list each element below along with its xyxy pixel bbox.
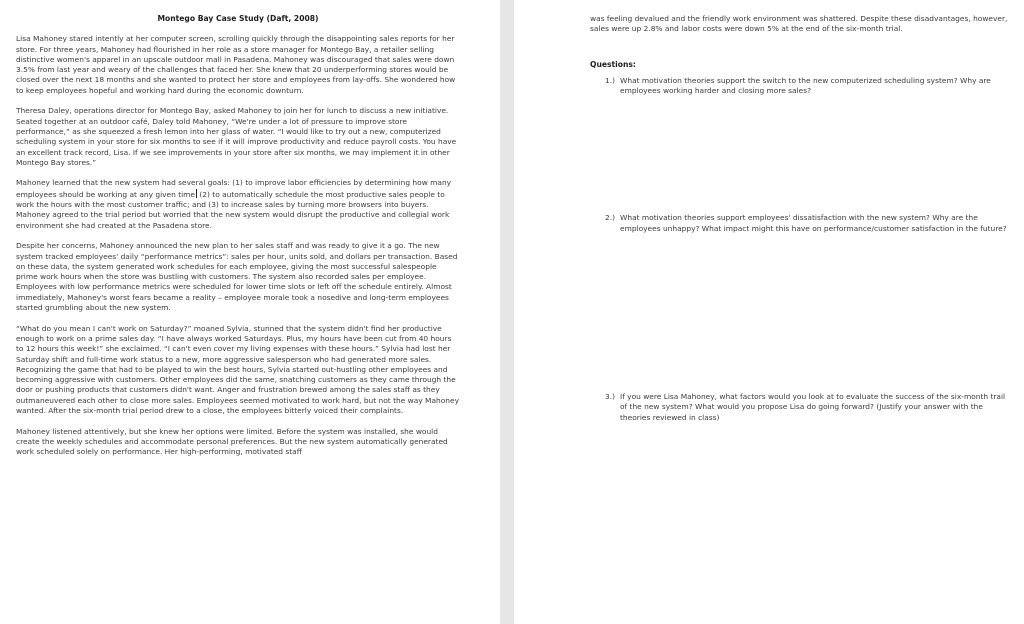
questions-heading: Questions: [590,59,636,69]
paragraph-2: Theresa Daley, operations director for Montego Bay, asked Mahoney to join her for lunch to discuss a new initiative. Seated together at an outdoor café, Daley told Mahoney, “We're under a lot of pressure to improve store performance,” as she squeezed a fresh lemon into her glass of water. “I would like to try out a new, computerized scheduling system in your store for six months to see if it will improve productivity and reduce payroll costs. You have an excellent track record, Lisa. If we see improvements in your store after six months, we may implement it in other Montego Bay stores.” [16,106,457,167]
question-2 [590,213,1012,234]
continuation-paragraph: was feeling devalued and the friendly work environment was shattered. Despite these disadvantages, however, sales were up 2.8% and labor costs were down 5% at the end of the six-month trial. [590,14,1008,34]
question-number: 1.) [605,75,615,85]
page-right [514,0,1024,624]
paragraph-1: Lisa Mahoney stared intently at her computer screen, scrolling quickly through the disappointing sales reports for her store. For three years, Mahoney had flourished in her role as a store manager for Montego Bay, a retailer selling distinctive women's apparel in an upscale outdoor mall in Pasadena. Mahoney was discouraged that sales were down 3.5% from last year and weary of the challenges that faced her. She knew that 20 underperforming stores would be closed over the next 18 months and she wanted to protect her store and employees from lay-offs. She wondered how to keep employees hopeful and working hard during the economic downturn. [16,34,456,95]
document-title: Montego Bay Case Study (Daft, 2008) [157,14,319,23]
question-number: 2.) [605,213,615,223]
paragraph-goals [16,178,460,230]
page-left [0,0,500,624]
question-number: 3.) [605,392,615,402]
question-3 [590,392,1012,423]
paragraph-3: Despite her concerns, Mahoney announced the new plan to her sales staff and was ready to give it a go. The new system tracked employees' daily “performance metrics”: sales per hour, units sold, and dollars per transaction. Based on these data, the system generated work schedules for each employee, giving the most successful salespeople prime work hours when the store was bustling with customers. The system also recorded sales per employee. Employees with low performance metrics were scheduled for lower time slots or left off the schedule entirely. Almost immediately, Mahoney's worst fears became a reality – employee morale took a nosedive and long-term employees started grumbling about the new system. [16,241,458,313]
question-text: What motivation theories support the switch to the new computerized scheduling system? Why are employees working harder and closing more sales? [620,75,991,96]
paragraph-4: “What do you mean I can't work on Saturday?” moaned Sylvia, stunned that the system didn't find her productive enough to work on a prime sales day. “I have always worked Saturdays. Plus, my hours have been cut from 40 hours to 12 hours this week!” she exclaimed. “I can't even cover my living expenses with these hours.” Sylvia had lost her Saturday shift and full-time work status to a new, more aggressive salesperson who had generated more sales. Recognizing the game that had to be played to win the best hours, Sylvia started out-hustling other employees and becoming aggressive with customers. Other employees did the same, snatching customers as they came through the door or pushing products that customers didn't want. Anger and frustration brewed among the sales staff as they outmaneuvered each other to close more sales. Employees seemed motivated to work hard, but not the way Mahoney wanted. After the six-month trial period drew to a close, the employees bitterly voiced their complaints. [16,323,459,415]
question-text: What motivation theories support employees' dissatisfaction with the new system? Why are the employees unhappy? What impact might this have on performance/customer satisfaction in the future? [620,213,1007,233]
goals-text-after-caret: (2) to automatically schedule the most productive sales people to work the hours with the most customer traffic; and (3) to increase sales by turning more browsers into buyers. Mahoney agreed to the trial period but worried that the new system would disrupt the productive and collegial work environment she had created at the Pasadena store. [16,189,450,230]
paragraph-5: Mahoney listened attentively, but she knew her options were limited. Before the system was installed, she would create the weekly schedules and accommodate personal preferences. But the new system automatically generated work scheduled solely on performance. Her high-performing, motivated staff [16,426,448,457]
question-text: If you were Lisa Mahoney, what factors would you look at to evaluate the success of the six-month trail of the new system? What would you propose Lisa do going forward? (Justify your answer with the theories reviewed in class) [620,392,1006,422]
goals-text-before-caret: Mahoney learned that the new system had several goals: (1) to improve labor efficiencies by determining how many employees should be working at any given time [16,178,452,199]
question-1 [590,76,1012,97]
